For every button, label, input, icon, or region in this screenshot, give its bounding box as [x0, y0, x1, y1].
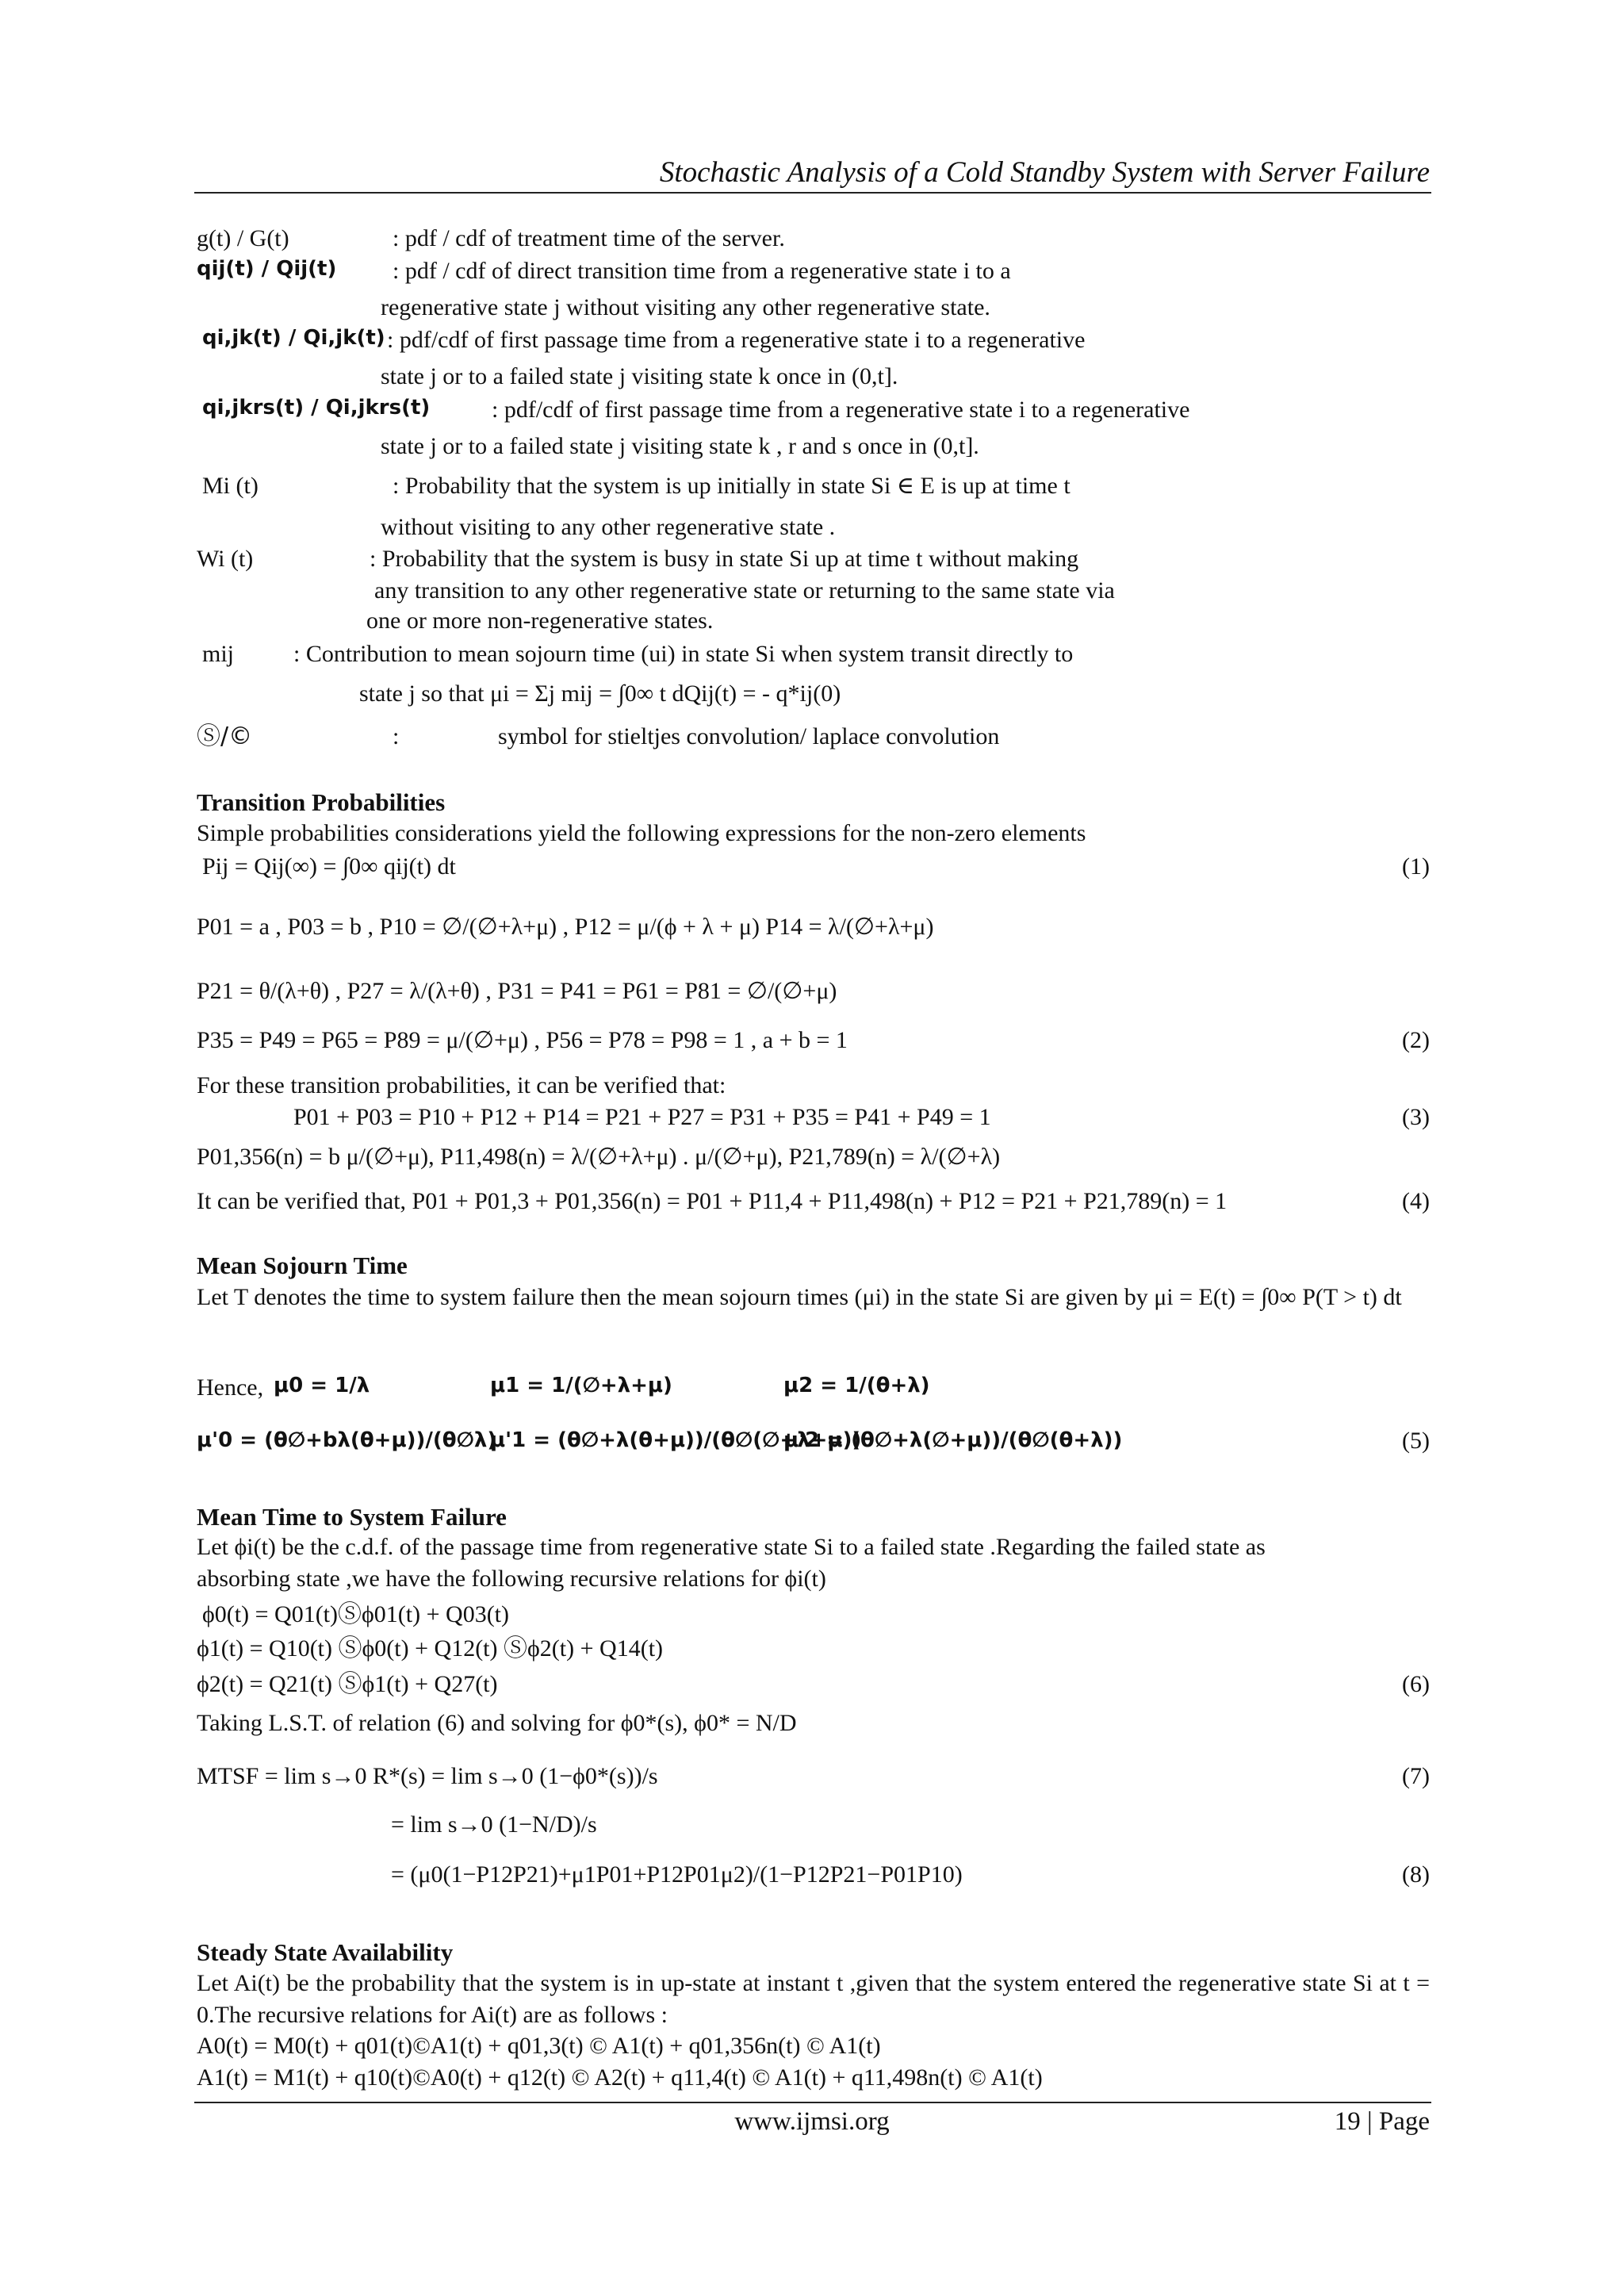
notation-continuation: state j or to a failed state j visiting state k , r and s once in (0,t].	[381, 433, 979, 459]
equation: A0(t) = M0(t) + q01(t)©A1(t) + q01,3(t) © A1(t) + q01,356n(t) © A1(t)	[197, 2033, 881, 2059]
footer-url[interactable]: www.ijmsi.org	[734, 2107, 890, 2136]
equation-number: (3)	[1402, 1104, 1430, 1130]
equation-number: (5)	[1402, 1428, 1430, 1454]
notation-description: :	[393, 723, 400, 749]
notation-continuation: without visiting to any other regenerative state .	[381, 514, 836, 540]
equation-number: (4)	[1402, 1188, 1430, 1214]
equation: P01 + P03 = P10 + P12 + P14 = P21 + P27 = P31 + P35 = P41 + P49 = 1	[293, 1104, 991, 1130]
notation-symbol: Ⓢ/©	[197, 723, 253, 750]
notation-continuation: symbol for stieltjes convolution/ laplace convolution	[498, 723, 1000, 749]
notation-symbol: qi,jkrs(t) / Qi,jkrs(t)	[202, 396, 431, 420]
equation: ϕ2(t) = Q21(t) Ⓢϕ1(t) + Q27(t)	[197, 1671, 498, 1697]
header-rule	[194, 192, 1431, 194]
section-heading: Mean Time to System Failure	[197, 1503, 507, 1531]
section-heading: Steady State Availability	[197, 1938, 454, 1966]
equation: = lim s→0 (1−N/D)/s	[391, 1811, 597, 1838]
notation-continuation: regenerative state j without visiting any other regenerative state.	[381, 294, 990, 320]
equation: Taking L.S.T. of relation (6) and solving for ϕ0*(s), ϕ0* = N/D	[197, 1710, 797, 1736]
paragraph: Let T denotes the time to system failure then the mean sojourn times (μi) in the state Si are given by μi = E(t) = ∫0∞ P(T > t) dt	[197, 1284, 1402, 1310]
hence-label: Hence,	[197, 1374, 264, 1401]
equation: P35 = P49 = P65 = P89 = μ/(∅+μ) , P56 = P78 = P98 = 1 , a + b = 1	[197, 1027, 848, 1053]
notation-description: : Probability that the system is busy in state Si up at time t without making	[370, 546, 1079, 572]
equation-number: (8)	[1402, 1861, 1430, 1888]
paragraph: For these transition probabilities, it can be verified that:	[197, 1072, 726, 1098]
equation: μ'2 = (θ∅+λ(∅+μ))/(θ∅(θ+λ))	[783, 1428, 1123, 1452]
notation-symbol: Wi (t)	[197, 546, 254, 572]
notation-description: : pdf / cdf of direct transition time from a regenerative state i to a	[393, 258, 1011, 284]
equation-number: (1)	[1402, 853, 1430, 880]
equation: MTSF = lim s→0 R*(s) = lim s→0 (1−ϕ0*(s))/s	[197, 1763, 658, 1789]
equation: μ1 = 1/(∅+λ+μ)	[490, 1374, 672, 1397]
equation: P01,356(n) = b μ/(∅+μ), P11,498(n) = λ/(∅+λ+μ) . μ/(∅+μ), P21,789(n) = λ/(∅+λ)	[197, 1144, 1001, 1170]
equation: A1(t) = M1(t) + q10(t)©A0(t) + q12(t) © A2(t) + q11,4(t) © A1(t) + q11,498n(t) © A1(t)	[197, 2064, 1043, 2091]
notation-symbol: g(t) / G(t)	[197, 225, 289, 251]
page-number: 19 | Page	[1334, 2107, 1430, 2136]
notation-symbol: qij(t) / Qij(t)	[197, 257, 337, 281]
paragraph: Let ϕi(t) be the c.d.f. of the passage time from regenerative state Si to a failed state .Regarding the failed state as	[197, 1534, 1266, 1560]
notation-continuation: state j or to a failed state j visiting state k once in (0,t].	[381, 363, 898, 389]
notation-symbol: mij	[202, 641, 235, 667]
footer-rule	[194, 2102, 1431, 2103]
paragraph: absorbing state ,we have the following recursive relations for ϕi(t)	[197, 1566, 826, 1592]
equation: μ0 = 1/λ	[274, 1374, 370, 1397]
notation-description: : pdf/cdf of first passage time from a regenerative state i to a regenerative	[387, 327, 1086, 353]
notation-symbol: Mi (t)	[202, 473, 259, 499]
running-title: Stochastic Analysis of a Cold Standby System with Server Failure	[659, 156, 1430, 189]
equation: It can be verified that, P01 + P01,3 + P01,356(n) = P01 + P11,4 + P11,498(n) + P12 = P21 + P21,789(n) = 1	[197, 1188, 1228, 1214]
notation-continuation: any transition to any other regenerative state or returning to the same state via	[374, 577, 1115, 604]
paragraph: Simple probabilities considerations yield the following expressions for the non-zero elements	[197, 820, 1086, 846]
equation: μ'0 = (θ∅+bλ(θ+μ))/(θ∅λ)	[197, 1428, 497, 1452]
section-heading: Mean Sojourn Time	[197, 1251, 408, 1279]
equation-number: (7)	[1402, 1763, 1430, 1789]
equation: μ'1 = (θ∅+λ(θ+μ))/(θ∅(∅+λ+μ))	[490, 1428, 862, 1452]
section-heading: Transition Probabilities	[197, 788, 446, 816]
notation-description: : pdf/cdf of first passage time from a regenerative state i to a regenerative	[492, 397, 1190, 423]
notation-description: : Contribution to mean sojourn time (ui) in state Si when system transit directly to	[293, 641, 1074, 667]
equation-number: (6)	[1402, 1671, 1430, 1697]
notation-description: : Probability that the system is up initially in state Si ∈ E is up at time t	[393, 473, 1071, 499]
equation: ϕ1(t) = Q10(t) Ⓢϕ0(t) + Q12(t) Ⓢϕ2(t) + Q14(t)	[197, 1635, 664, 1662]
equation-number: (2)	[1402, 1027, 1430, 1053]
equation: P21 = θ/(λ+θ) , P27 = λ/(λ+θ) , P31 = P41 = P61 = P81 = ∅/(∅+μ)	[197, 978, 837, 1004]
notation-symbol: qi,jk(t) / Qi,jk(t)	[202, 326, 385, 350]
notation-continuation: one or more non-regenerative states.	[366, 608, 714, 634]
equation: P01 = a , P03 = b , P10 = ∅/(∅+λ+μ) , P12 = μ/(ϕ + λ + μ) P14 = λ/(∅+λ+μ)	[197, 914, 934, 940]
notation-description: : pdf / cdf of treatment time of the server.	[393, 225, 785, 251]
equation: = (μ0(1−P12P21)+μ1P01+P12P01μ2)/(1−P12P21−P01P10)	[391, 1861, 963, 1888]
equation: Pij = Qij(∞) = ∫0∞ qij(t) dt	[202, 853, 456, 880]
paragraph: Let Ai(t) be the probability that the system is in up-state at instant t ,given that the system entered the regenerative state Si at t = 0.The recursive relations for Ai(t) are as follows :	[197, 1970, 1430, 2028]
notation-continuation: state j so that μi = Σj mij = ∫0∞ t dQij(t) = - q*ij(0)	[359, 680, 841, 707]
equation: ϕ0(t) = Q01(t)Ⓢϕ01(t) + Q03(t)	[202, 1601, 510, 1627]
equation: μ2 = 1/(θ+λ)	[783, 1374, 930, 1397]
